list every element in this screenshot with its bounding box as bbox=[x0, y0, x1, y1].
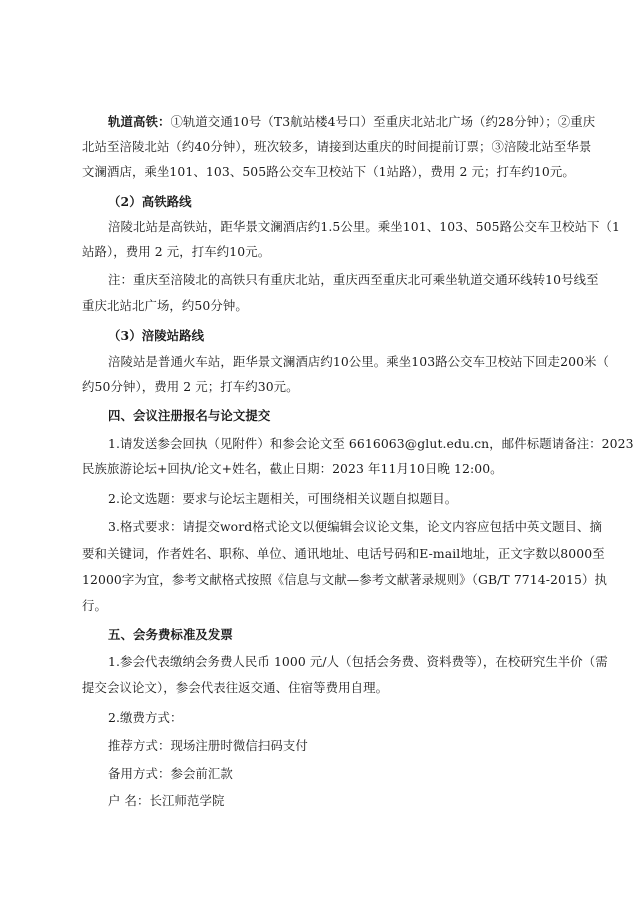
paragraph-format-line-4: 行。 bbox=[82, 598, 107, 613]
section-heading-fees: 五、会务费标准及发票 bbox=[108, 627, 233, 642]
paragraph-highspeed-line-2: 站路），费用 2 元，打车约10元。 bbox=[82, 244, 271, 259]
paragraph-format-line-2: 要和关键词，作者姓名、职称、单位、通讯地址、电话号码和E-mail地址，正文字数以8000至 bbox=[82, 546, 605, 561]
paragraph-recommended-method: 推荐方式：现场注册时微信扫码支付 bbox=[108, 738, 308, 753]
paragraph-fees-line-1: 1.参会代表缴纳会务费人民币 1000 元/人（包括会务费、资料费等），在校研究生半价（需 bbox=[108, 654, 608, 669]
paragraph-highspeed-line-1: 涪陵北站是高铁站，距华景文澜酒店约1.5公里。乘坐101、103、505路公交车卫校站下（1 bbox=[108, 219, 621, 234]
paragraph-note-line-2: 重庆北站北广场，约50分钟。 bbox=[82, 298, 248, 313]
paragraph-payment-methods: 2.缴费方式： bbox=[108, 710, 183, 725]
paragraph-fuling-station-line-2: 约50分钟），费用 2 元；打车约30元。 bbox=[82, 379, 299, 394]
rail-highspeed-text: ①轨道交通10号（T3航站楼4号口）至重庆北站北广场（约28分钟）；②重庆 bbox=[170, 114, 596, 129]
paragraph-registration-line-1: 1.请发送参会回执（见附件）和参会论文至 6616063@glut.edu.cn，邮件标题请备注：2023 bbox=[108, 436, 634, 451]
paragraph-topic: 2.论文选题：要求与论坛主题相关，可围绕相关议题自拟题目。 bbox=[108, 491, 458, 506]
paragraph-note-line-1: 注：重庆至涪陵北的高铁只有重庆北站，重庆西至重庆北可乘坐轨道交通环线转10号线至 bbox=[108, 272, 599, 287]
paragraph-backup-method: 备用方式：参会前汇款 bbox=[108, 766, 233, 781]
paragraph-rail-highspeed-line-3: 文澜酒店，乘坐101、103、505路公交车卫校站下（1站路），费用 2 元；打车约10元。 bbox=[82, 164, 575, 179]
paragraph-format-line-1: 3.格式要求：请提交word格式论文以便编辑会议论文集，论文内容应包括中英文题目、摘 bbox=[108, 519, 603, 534]
paragraph-fuling-station-line-1: 涪陵站是普通火车站，距华景文澜酒店约10公里。乘坐103路公交车卫校站下回走200米（ bbox=[108, 354, 610, 369]
paragraph-fees-line-2: 提交会议论文），参会代表往返交通、住宿等费用自理。 bbox=[82, 680, 389, 695]
paragraph-account-name: 户 名：长江师范学院 bbox=[108, 793, 225, 808]
subheading-highspeed-route: （2）高铁路线 bbox=[108, 194, 192, 209]
subheading-fuling-station-route: （3）涪陵站路线 bbox=[108, 328, 205, 343]
rail-highspeed-label: 轨道高铁： bbox=[108, 114, 171, 129]
paragraph-registration-line-2: 民族旅游论坛+回执/论文+姓名，截止日期：2023 年11月10日晚 12:00。 bbox=[82, 461, 503, 476]
paragraph-format-line-3: 12000字为宜，参考文献格式按照《信息与文献—参考文献著录规则》（GB/T 7714-2015）执 bbox=[82, 572, 607, 587]
paragraph-rail-highspeed-line-1 bbox=[108, 114, 596, 130]
paragraph-rail-highspeed-line-2: 北站至涪陵北站（约40分钟），班次较多，请接到达重庆的时间提前订票；③涪陵北站至华景 bbox=[82, 139, 592, 154]
section-heading-registration: 四、会议注册报名与论文提交 bbox=[108, 408, 271, 423]
